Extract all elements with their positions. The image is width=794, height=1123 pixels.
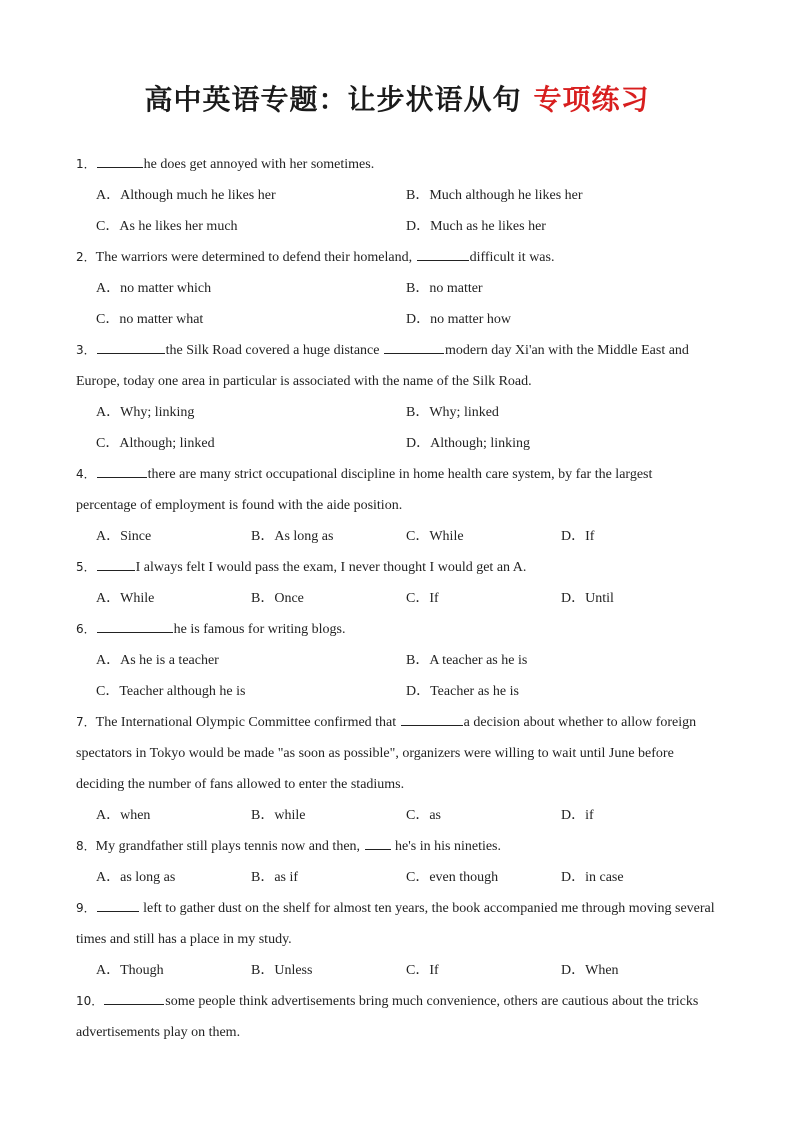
stem-text: left to gather dust on the shelf for almost ten years, the book accompanied me through moving several times and still has a place in my study. [76,901,715,947]
stem-text: The warriors were determined to defend their homeland, [95,250,416,265]
answer-option[interactable]: B．Once [251,591,304,606]
option-group [76,180,716,242]
question-stem [76,149,716,180]
answer-option[interactable]: A．Since [96,529,152,544]
answer-option[interactable]: C．Teacher although he is [96,684,246,699]
question-number: 3． [76,343,96,357]
stem-text: The International Olympic Committee confirmed that [95,715,400,730]
answer-option[interactable]: B．as if [251,870,299,885]
answer-option[interactable]: B．Much although he likes her [406,188,583,203]
answer-blank [104,990,164,1005]
stem-text: the Silk Road covered a huge distance [165,343,383,358]
option-group [76,645,716,707]
title-main: 高中英语专题：让步状语从句 [144,83,522,116]
answer-blank [365,835,391,850]
question-stem [76,614,716,645]
answer-blank [97,463,147,478]
answer-blank [97,556,135,571]
question-stem [76,893,716,955]
answer-option[interactable]: C．as [406,808,441,823]
answer-option[interactable]: B．Unless [251,963,313,978]
question-stem [76,335,716,397]
stem-text: modern day Xi'an with the Middle East and Europe, today one area in particular is associated with the name of the Silk Road. [76,343,689,389]
question-number: 5． [76,560,96,574]
stem-text: a decision about whether to allow foreign spectators in Tokyo would be made "as soon as possible", organizers were willing to wait until June before deciding the number of fans allowed to enter the stadiums. [76,715,697,792]
option-group [76,397,716,459]
answer-option[interactable]: C．no matter what [96,312,204,327]
answer-option[interactable]: B．A teacher as he is [406,653,528,668]
question-list [76,149,716,1048]
answer-option[interactable]: A．Though [96,963,164,978]
question-number: 7． [76,715,96,729]
answer-option[interactable]: B．while [251,808,306,823]
question-number: 4． [76,467,96,481]
option-group [76,521,716,552]
question-stem [76,707,716,800]
answer-option[interactable]: C．As he likes her much [96,219,238,234]
option-group [76,273,716,335]
stem-text: there are many strict occupational discipline in home health care system, by far the largest percentage of employment is found with the aide position. [76,467,653,513]
answer-blank [401,711,463,726]
answer-option[interactable]: B．Why; linked [406,405,499,420]
question-number: 6． [76,622,96,636]
question-number: 10． [76,994,104,1008]
question-number: 8． [76,839,96,853]
answer-option[interactable]: D．if [561,808,594,823]
answer-option[interactable]: A．no matter which [96,281,212,296]
stem-text: I always felt I would pass the exam, I never thought I would get an A. [135,560,527,575]
answer-blank [97,153,143,168]
answer-option[interactable]: D．Teacher as he is [406,684,519,699]
question-stem [76,986,716,1048]
answer-option[interactable]: A．when [96,808,151,823]
answer-option[interactable]: D．Although; linking [406,436,531,451]
question-stem [76,552,716,583]
question-stem [76,831,716,862]
stem-text: he does get annoyed with her sometimes. [143,157,375,172]
answer-option[interactable]: D．When [561,963,619,978]
stem-text: some people think advertisements bring much convenience, others are cautious about the tricks advertisements play on them. [76,994,699,1040]
option-group [76,583,716,614]
answer-option[interactable]: D．If [561,529,595,544]
stem-text: he's in his nineties. [391,839,502,854]
stem-text: he is famous for writing blogs. [173,622,346,637]
answer-option[interactable]: C．Although; linked [96,436,215,451]
answer-option[interactable]: A．as long as [96,870,176,885]
answer-option[interactable]: D．Until [561,591,614,606]
answer-option[interactable]: C．If [406,591,439,606]
answer-blank [97,618,173,633]
answer-option[interactable]: C．While [406,529,464,544]
option-group [76,800,716,831]
page-title [0,78,794,118]
answer-option[interactable]: A．Why; linking [96,405,195,420]
option-group [76,955,716,986]
stem-text: My grandfather still plays tennis now and then, [95,839,364,854]
answer-option[interactable]: A．While [96,591,155,606]
title-accent: 专项练习 [533,83,650,116]
answer-blank [97,339,165,354]
question-stem [76,242,716,273]
option-group [76,862,716,893]
answer-blank [384,339,444,354]
answer-option[interactable]: A．Although much he likes her [96,188,276,203]
answer-option[interactable]: C．even though [406,870,499,885]
answer-blank [97,897,139,912]
answer-option[interactable]: D．in case [561,870,624,885]
answer-option[interactable]: C．If [406,963,439,978]
question-stem [76,459,716,521]
answer-option[interactable]: B．no matter [406,281,483,296]
answer-blank [417,246,469,261]
answer-option[interactable]: B．As long as [251,529,334,544]
answer-option[interactable]: A．As he is a teacher [96,653,219,668]
question-number: 1． [76,157,96,171]
answer-option[interactable]: D．Much as he likes her [406,219,546,234]
answer-option[interactable]: D．no matter how [406,312,511,327]
question-number: 2． [76,250,96,264]
question-number: 9． [76,901,96,915]
stem-text: difficult it was. [469,250,555,265]
